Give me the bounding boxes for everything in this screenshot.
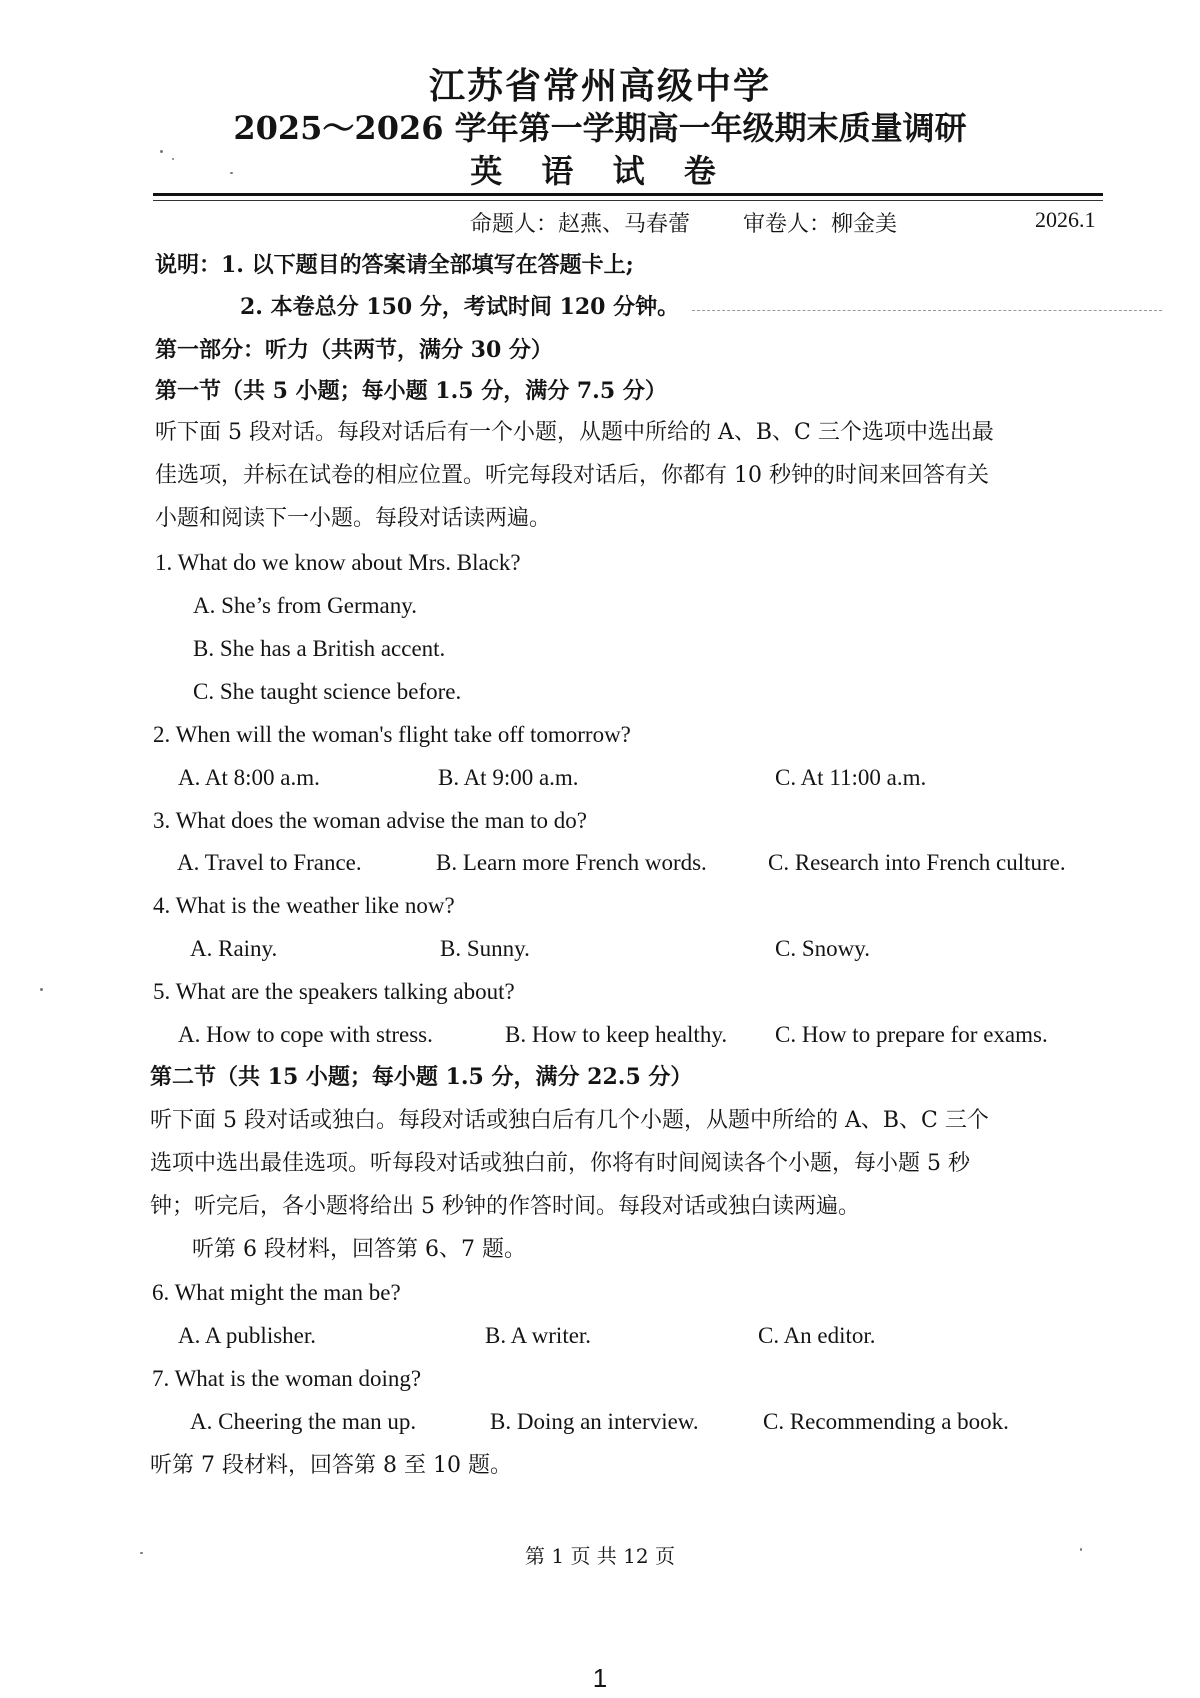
section1-instruction-line: 听下面 5 段对话。每段对话后有一个小题，从题中所给的 A、B、C 三个选项中选出最	[155, 420, 994, 445]
question-6-option-c: C. An editor.	[758, 1323, 876, 1348]
question-6-option-b: B. A writer.	[485, 1323, 592, 1348]
question-6-option-a: A. A publisher.	[178, 1323, 317, 1348]
material-6-note: 听第 6 段材料，回答第 6、7 题。	[192, 1237, 526, 1262]
question-4-option-b: B. Sunny.	[440, 936, 530, 961]
header-rule-thin	[153, 200, 1103, 201]
question-2-option-b: B. At 9:00 a.m.	[438, 765, 579, 790]
authors-line	[470, 207, 1096, 238]
section2-instruction-line: 选项中选出最佳选项。听每段对话或独白前，你将有时间阅读各个小题，每小题 5 秒	[150, 1151, 970, 1176]
subject-title: 英 语 试 卷	[470, 152, 730, 190]
part1-heading: 第一部分：听力（共两节，满分 30 分）	[155, 337, 553, 363]
question-2-stem: 2. When will the woman's flight take off tomorrow?	[153, 722, 631, 747]
section2-instruction-line: 钟；听完后，各小题将给出 5 秒钟的作答时间。每段对话或独白读两遍。	[150, 1194, 860, 1219]
section1-instruction-line: 小题和阅读下一小题。每段对话读两遍。	[155, 506, 552, 531]
page-footer: 第 1 页 共 12 页	[525, 1544, 675, 1568]
question-5-option-b: B. How to keep healthy.	[505, 1022, 728, 1047]
scan-speck	[40, 988, 43, 991]
question-5-option-a: A. How to cope with stress.	[178, 1022, 433, 1047]
question-4-option-a: A. Rainy.	[190, 936, 278, 961]
note-line-1: 说明：1. 以下题目的答案请全部填写在答题卡上;	[155, 252, 634, 278]
section2-instruction-line: 听下面 5 段对话或独白。每段对话或独白后有几个小题，从题中所给的 A、B、C 三个	[150, 1108, 989, 1133]
question-7-option-a: A. Cheering the man up.	[190, 1409, 417, 1434]
question-1-option-a: A. She’s from Germany.	[193, 593, 417, 618]
header-rule-thick	[153, 193, 1103, 196]
question-1-stem: 1. What do we know about Mrs. Black?	[155, 550, 521, 575]
section1-heading: 第一节（共 5 小题；每小题 1.5 分，满分 7.5 分）	[155, 378, 667, 404]
section1-instruction-line: 佳选项，并标在试卷的相应位置。听完每段对话后，你都有 10 秒钟的时间来回答有关	[155, 463, 989, 488]
question-3-option-a: A. Travel to France.	[177, 850, 362, 875]
question-6-stem: 6. What might the man be?	[152, 1280, 401, 1305]
reviewer: 审卷人：柳金美	[743, 212, 898, 237]
question-5-option-c: C. How to prepare for exams.	[775, 1022, 1048, 1047]
authors: 命题人：赵燕、马春蕾	[470, 212, 691, 237]
dashed-line	[692, 310, 1162, 311]
material-7-note: 听第 7 段材料，回答第 8 至 10 题。	[150, 1453, 512, 1478]
note-line-2: 2. 本卷总分 150 分，考试时间 120 分钟。	[240, 294, 680, 320]
exam-title: 2025～2026 学年第一学期高一年级期末质量调研	[233, 109, 967, 147]
scan-speck	[1080, 1548, 1082, 1551]
question-4-option-c: C. Snowy.	[775, 936, 870, 961]
question-1-option-b: B. She has a British accent.	[193, 636, 446, 661]
question-5-stem: 5. What are the speakers talking about?	[153, 979, 515, 1004]
question-2-option-a: A. At 8:00 a.m.	[178, 765, 320, 790]
question-1-option-c: C. She taught science before.	[193, 679, 462, 704]
question-7-option-b: B. Doing an interview.	[490, 1409, 699, 1434]
scan-speck	[160, 150, 163, 153]
scan-speck	[172, 158, 174, 160]
question-4-stem: 4. What is the weather like now?	[153, 893, 455, 918]
school-title: 江苏省常州高级中学	[428, 65, 771, 107]
section2-heading: 第二节（共 15 小题；每小题 1.5 分，满分 22.5 分）	[150, 1064, 693, 1090]
scan-speck	[140, 1552, 143, 1554]
question-2-option-c: C. At 11:00 a.m.	[775, 765, 927, 790]
page-number: 1	[592, 1663, 608, 1693]
question-3-option-c: C. Research into French culture.	[768, 850, 1066, 875]
question-7-stem: 7. What is the woman doing?	[152, 1366, 422, 1391]
scan-speck	[230, 172, 233, 174]
question-3-stem: 3. What does the woman advise the man to do?	[153, 808, 587, 833]
question-7-option-c: C. Recommending a book.	[763, 1409, 1009, 1434]
question-3-option-b: B. Learn more French words.	[436, 850, 707, 875]
exam-date: 2026.1	[1035, 207, 1096, 232]
